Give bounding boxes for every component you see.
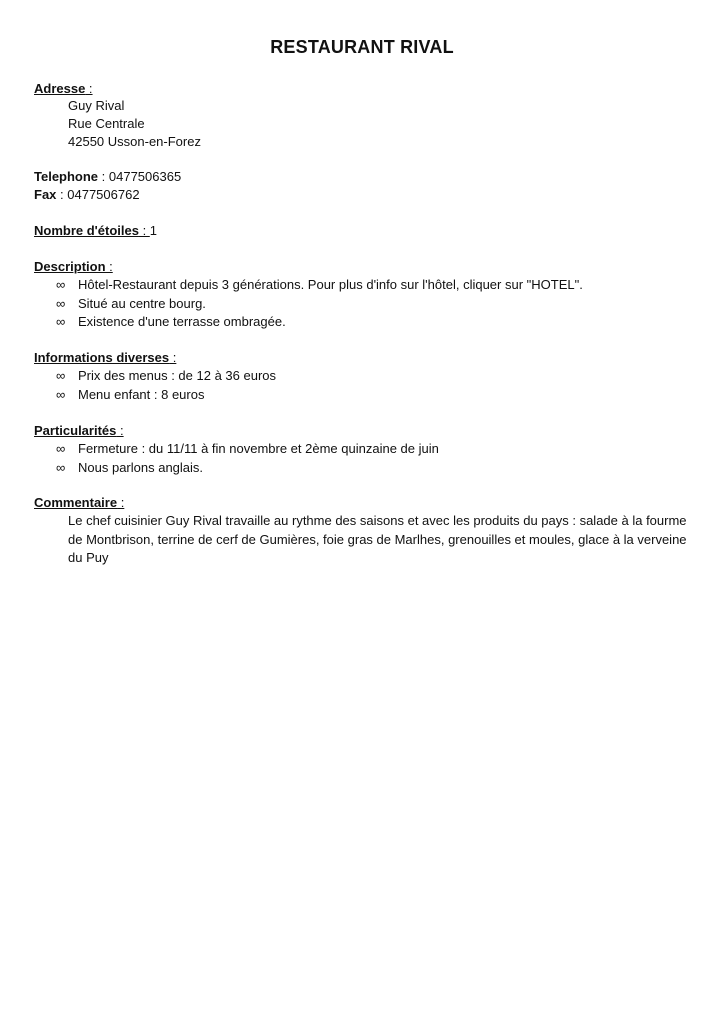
particularities-sep: : (116, 423, 124, 438)
phone-row (34, 168, 181, 186)
description-item: Situé au centre bourg. (78, 296, 206, 311)
description-heading (34, 258, 113, 276)
phone-value: 0477506365 (108, 169, 182, 184)
description-label: Description (34, 259, 106, 274)
fax-value: 0477506762 (67, 187, 140, 202)
comment-label: Commentaire (34, 495, 118, 510)
infinity-bullet-icon: ∞ (56, 277, 66, 292)
info-label: Informations diverses (34, 350, 170, 365)
address-line-city: 42550 Usson-en-Forez (68, 134, 201, 149)
list-item (56, 295, 206, 313)
list-item (56, 367, 276, 385)
list-item (56, 313, 286, 331)
stars-value: 1 (149, 223, 158, 238)
fax-label: Fax (34, 187, 57, 202)
info-item: Menu enfant : 8 euros (78, 387, 205, 402)
page-title: RESTAURANT RIVAL (270, 37, 454, 57)
info-heading (34, 349, 176, 367)
address-sep: : (85, 81, 93, 96)
stars-label: Nombre d'étoiles (34, 223, 139, 238)
comment-sep: : (117, 495, 125, 510)
comment-text: Le chef cuisinier Guy Rival travaille au rythme des saisons et avec les produits du pays : salade à la fourme de Montbrison, terrine de cerf de Gumières, foie gras de Marlhes, grenouilles et moules, glace à la verveine du Puy (68, 513, 687, 565)
list-item (56, 276, 583, 294)
address-line-name: Guy Rival (68, 98, 125, 113)
description-item: Existence d'une terrasse ombragée. (78, 314, 286, 329)
infinity-bullet-icon: ∞ (56, 387, 66, 402)
stars-row (34, 222, 157, 240)
info-sep: : (169, 350, 177, 365)
particularities-item: Nous parlons anglais. (78, 460, 204, 475)
address-line-street: Rue Centrale (68, 116, 145, 131)
fax-sep: : (56, 187, 68, 202)
list-item (56, 459, 203, 477)
stars-sep: : (138, 223, 150, 238)
address-label: Adresse (34, 81, 86, 96)
list-item (56, 440, 439, 458)
comment-heading (34, 494, 124, 512)
phone-sep: : (98, 169, 109, 184)
infinity-bullet-icon: ∞ (56, 441, 66, 456)
phone-label: Telephone (34, 169, 99, 184)
fax-row (34, 186, 140, 204)
infinity-bullet-icon: ∞ (56, 314, 66, 329)
address-heading (34, 80, 93, 98)
description-sep: : (105, 259, 113, 274)
particularities-label: Particularités (34, 423, 117, 438)
infinity-bullet-icon: ∞ (56, 460, 66, 475)
description-item: Hôtel-Restaurant depuis 3 générations. Pour plus d'info sur l'hôtel, cliquer sur "HOTEL". (78, 277, 583, 292)
info-item: Prix des menus : de 12 à 36 euros (78, 368, 277, 383)
particularities-item: Fermeture : du 11/11 à fin novembre et 2ème quinzaine de juin (78, 441, 439, 456)
infinity-bullet-icon: ∞ (56, 368, 66, 383)
particularities-heading (34, 422, 124, 440)
infinity-bullet-icon: ∞ (56, 296, 66, 311)
list-item (56, 386, 204, 404)
